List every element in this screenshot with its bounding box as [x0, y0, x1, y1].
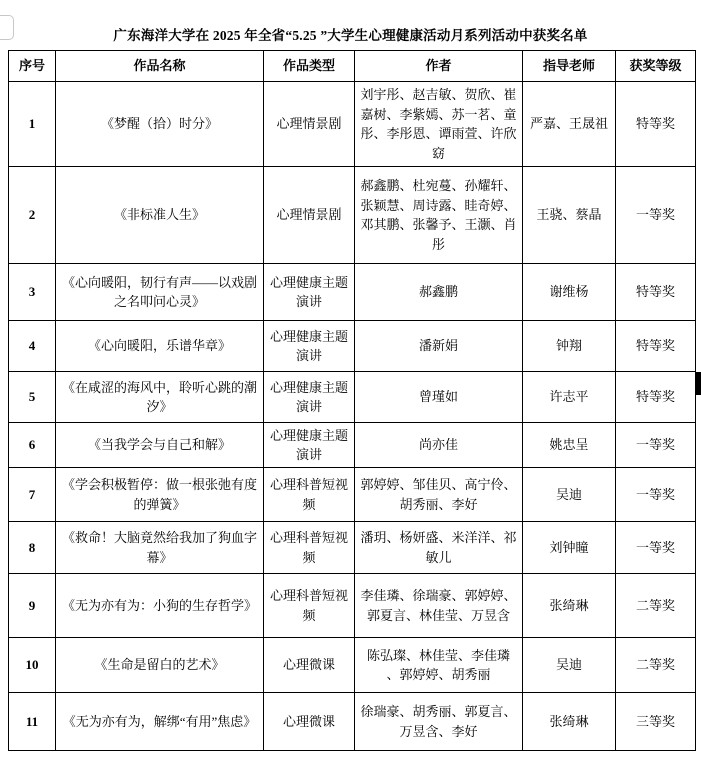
cell-authors: 曾瑾如 [355, 372, 523, 423]
cell-name: 《在咸涩的海风中，聆听心跳的潮汐》 [56, 372, 264, 423]
cell-award: 一等奖 [616, 468, 696, 522]
cell-no: 7 [9, 468, 56, 522]
column-header-type: 作品类型 [264, 51, 355, 82]
cell-award: 二等奖 [616, 574, 696, 638]
cell-type: 心理情景剧 [264, 82, 355, 167]
cell-type: 心理健康主题演讲 [264, 264, 355, 321]
cell-name: 《梦醒（拾）时分》 [56, 82, 264, 167]
table-row [9, 522, 696, 574]
cell-authors: 潘新娟 [355, 321, 523, 372]
cell-advisor: 严嘉、王晟祖 [523, 82, 616, 167]
cell-no: 4 [9, 321, 56, 372]
column-header-no: 序号 [9, 51, 56, 82]
table-row [9, 321, 696, 372]
cell-authors: 郝鑫鹏 [355, 264, 523, 321]
cell-advisor: 姚忠呈 [523, 423, 616, 468]
cell-award: 一等奖 [616, 522, 696, 574]
cell-name: 《心向暖阳，乐谱华章》 [56, 321, 264, 372]
cell-name: 《无为亦有为：小狗的生存哲学》 [56, 574, 264, 638]
column-header-authors: 作者 [355, 51, 523, 82]
cell-advisor: 谢维杨 [523, 264, 616, 321]
cell-no: 3 [9, 264, 56, 321]
cell-no: 1 [9, 82, 56, 167]
column-header-name: 作品名称 [56, 51, 264, 82]
table-row [9, 372, 696, 423]
cell-type: 心理健康主题演讲 [264, 423, 355, 468]
cell-type: 心理科普短视频 [264, 468, 355, 522]
awards-table [8, 50, 696, 751]
table-row [9, 264, 696, 321]
table-row [9, 693, 696, 751]
cell-no: 9 [9, 574, 56, 638]
cell-advisor: 钟翔 [523, 321, 616, 372]
cell-advisor: 吴迪 [523, 468, 616, 522]
cell-advisor: 吴迪 [523, 638, 616, 693]
cell-award: 三等奖 [616, 693, 696, 751]
cell-authors: 潘玥、杨妍盛、米洋洋、祁敏儿 [355, 522, 523, 574]
cell-award: 特等奖 [616, 264, 696, 321]
cell-type: 心理健康主题演讲 [264, 372, 355, 423]
cell-no: 8 [9, 522, 56, 574]
cell-award: 特等奖 [616, 372, 696, 423]
cell-no: 5 [9, 372, 56, 423]
cell-authors: 郭婷婷、邹佳贝、高宁伶、胡秀丽、李好 [355, 468, 523, 522]
cell-type: 心理健康主题演讲 [264, 321, 355, 372]
cell-type: 心理微课 [264, 693, 355, 751]
cell-award: 一等奖 [616, 423, 696, 468]
table-row [9, 468, 696, 522]
cell-name: 《救命！大脑竟然给我加了狗血字幕》 [56, 522, 264, 574]
cell-authors: 郝鑫鹏、杜宛蔓、孙耀轩、张颖慧、周诗露、眭奇婷、邓其鹏、张馨予、王灏、肖彤 [355, 167, 523, 264]
cell-authors: 陈弘璨、林佳莹、李佳璘 、郭婷婷、胡秀丽 [355, 638, 523, 693]
cell-name: 《学会积极暂停：做一根张弛有度的弹簧》 [56, 468, 264, 522]
cell-type: 心理情景剧 [264, 167, 355, 264]
cell-advisor: 许志平 [523, 372, 616, 423]
cell-advisor: 王骁、蔡晶 [523, 167, 616, 264]
cell-no: 10 [9, 638, 56, 693]
cell-authors: 徐瑞豪、胡秀丽、郭夏言、万昱含、李好 [355, 693, 523, 751]
table-row [9, 423, 696, 468]
cell-no: 6 [9, 423, 56, 468]
scrollbar-thumb-fragment[interactable] [696, 372, 701, 395]
cell-award: 特等奖 [616, 321, 696, 372]
table-row [9, 167, 696, 264]
table-header-row [9, 51, 696, 82]
cell-advisor: 张绮琳 [523, 693, 616, 751]
cell-type: 心理科普短视频 [264, 522, 355, 574]
cell-award: 特等奖 [616, 82, 696, 167]
cell-name: 《当我学会与自己和解》 [56, 423, 264, 468]
cell-advisor: 张绮琳 [523, 574, 616, 638]
document-title: 广东海洋大学在 2025 年全省“5.25 ”大学生心理健康活动月系列活动中获奖名单 [113, 28, 588, 43]
cell-name: 《非标准人生》 [56, 167, 264, 264]
cell-name: 《无为亦有为，解绑“有用”焦虑》 [56, 693, 264, 751]
column-header-award: 获奖等级 [616, 51, 696, 82]
cell-award: 一等奖 [616, 167, 696, 264]
cell-name: 《心向暖阳，韧行有声——以戏剧之名叩问心灵》 [56, 264, 264, 321]
cell-authors: 刘宇彤、赵吉敏、贺欣、崔嘉树、李紫嫣、苏一茗、童彤、李彤恩、谭雨萱、许欣窈 [355, 82, 523, 167]
cell-advisor: 刘钟瞳 [523, 522, 616, 574]
cell-award: 二等奖 [616, 638, 696, 693]
cell-no: 2 [9, 167, 56, 264]
cell-no: 11 [9, 693, 56, 751]
cell-type: 心理微课 [264, 638, 355, 693]
cell-authors: 李佳璘、徐瑞豪、郭婷婷、郭夏言、林佳莹、万昱含 [355, 574, 523, 638]
table-row [9, 638, 696, 693]
cell-name: 《生命是留白的艺术》 [56, 638, 264, 693]
cell-authors: 尚亦佳 [355, 423, 523, 468]
table-row [9, 82, 696, 167]
cell-type: 心理科普短视频 [264, 574, 355, 638]
table-row [9, 574, 696, 638]
column-header-advisor: 指导老师 [523, 51, 616, 82]
